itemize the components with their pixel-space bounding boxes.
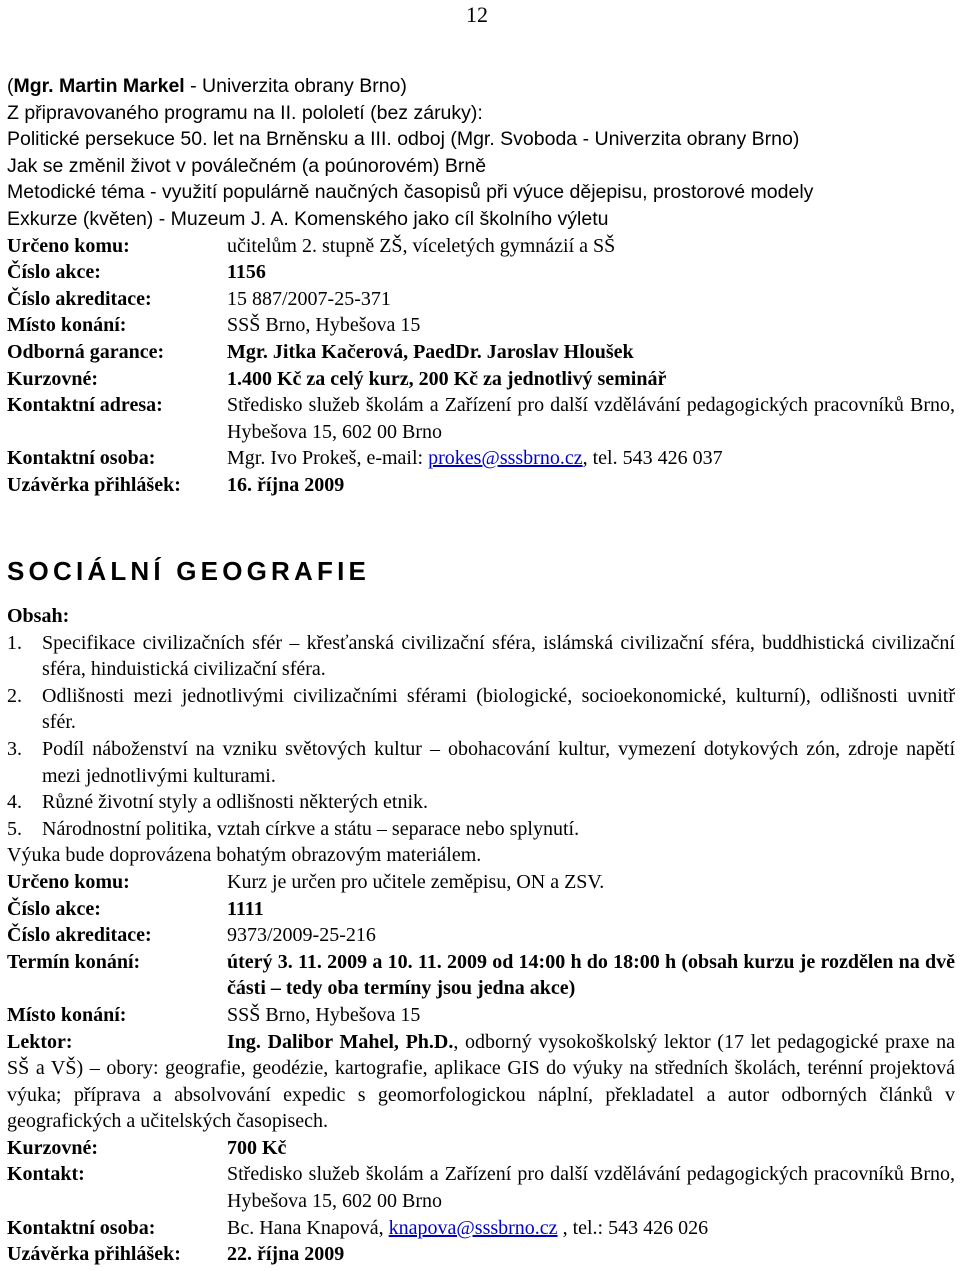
list-item: 4. Různé životní styly a odlišnosti některých etnik. [7,791,429,814]
info-value: Mgr. Ivo Prokeš, e-mail: prokes@sssbrno.cz, tel. 543 426 037 [227,447,723,470]
info-label: Uzávěrka přihlášek: [7,1243,181,1266]
info-label: Místo konání: [7,314,127,337]
program-item: Jak se změnil život v poválečném (a poúnorovém) Brně [7,154,487,177]
info-row-venue [7,1002,955,1029]
info-value: 16. října 2009 [227,473,345,496]
program-item: Metodické téma - využití populárně naučných časopisů při výuce dějepisu, prostorové modely [7,181,814,204]
course-history-block [7,73,955,499]
info-label: Kontaktní adresa: [7,394,163,417]
info-value: SSŠ Brno, Hybešova 15 [227,1003,421,1026]
info-value: 1156 [227,261,266,284]
info-label: Kurzovné: [7,1136,99,1159]
list-item: 1. Specifikace civilizačních sfér – křesťanská civilizační sféra, islámská civilizační sféra, buddhistická civilizační sféra, hinduistická civilizační sféra. [7,631,955,681]
info-row-contact-address [7,392,955,445]
info-value: SSŠ Brno, Hybešova 15 [227,314,421,337]
info-value: úterý 3. 11. 2009 a 10. 11. 2009 od 14:00 h do 18:00 h (obsah kurzu je rozdělen na dvě části – tedy oba termíny jsou jedna akce) [227,950,955,1000]
info-label: Termín konání: [7,950,141,973]
program-intro: Z připravovaného programu na II. pololetí (bez záruky): [7,101,483,124]
info-row-fee [7,366,955,393]
info-row-guarantee [7,339,955,366]
info-row-accreditation [7,286,955,313]
section-title: SOCIÁLNÍ GEOGRAFIE [7,556,371,586]
lecturer-line: (Mgr. Martin Markel - Univerzita obrany Brno) [7,75,407,97]
info-row-fee [7,1135,955,1162]
program-item: Exkurze (květen) - Muzeum J. A. Komenského jako cíl školního výletu [7,207,609,230]
info-value: 1111 [227,897,264,920]
info-value: Středisko služeb školám a Zařízení pro další vzdělávání pedagogických pracovníků Brno, Hybešova 15, 602 00 Brno [227,1163,955,1213]
info-row-contact-person [7,445,955,472]
info-row-venue [7,312,955,339]
info-value: Kurz je určen pro učitele zeměpisu, ON a ZSV. [227,870,605,893]
lecturer-name: Ing. Dalibor Mahel, Ph.D. [227,1030,454,1053]
info-label: Určeno komu: [7,234,130,257]
info-label: Kurzovné: [7,367,99,390]
info-label: Číslo akce: [7,261,101,284]
list-item: 5. Národnostní politika, vztah církve a státu – separace nebo splynutí. [7,817,580,840]
page-number: 12 [466,2,488,27]
info-label: Odborná garance: [7,340,165,363]
info-label: Číslo akreditace: [7,287,152,310]
info-label: Místo konání: [7,1003,127,1026]
info-value: Bc. Hana Knapová, knapova@sssbrno.cz , tel.: 543 426 026 [227,1216,709,1239]
info-row-action-number [7,896,955,923]
info-row-lecturer [7,1029,955,1135]
info-label: Kontaktní osoba: [7,1216,156,1239]
info-value: Středisko služeb školám a Zařízení pro další vzdělávání pedagogických pracovníků Brno, Hybešova 15, 602 00 Brno [227,394,955,443]
info-value: 15 887/2007-25-371 [227,287,391,310]
email-link[interactable]: knapova@sssbrno.cz [388,1216,558,1239]
info-row-accreditation [7,922,955,949]
info-label: Kontaktní osoba: [7,447,156,470]
lecturer-bio: , odborný vysokoškolský lektor (17 let pedagogické praxe na SŠ a VŠ) – obory: geografie, geodézie, kartografie, aplikace GIS do výuky na středních školách, terénní projektová výuka; příprava a absolvování expedic s geomorfologickou náplní, překladatel a autor odborných článků v geografických a učitelských časopisech. [7,1030,955,1133]
list-item: 3. Podíl náboženství na vzniku světových kultur – obohacování kultur, vymezení dotykových zón, zdroje napětí mezi jednotlivými kulturami. [7,737,955,787]
info-value: 22. října 2009 [227,1243,345,1266]
info-label: Lektor: [7,1030,73,1053]
list-item: 2. Odlišnosti mezi jednotlivými civilizačními sférami (biologické, socioekonomické, kulturní), odlišnosti uvnitř sfér. [7,684,955,734]
info-value: 700 Kč [227,1136,287,1159]
info-row-target [7,233,955,260]
email-link[interactable]: prokes@sssbrno.cz [428,447,583,470]
info-row-date [7,949,955,1002]
course-note: Výuka bude doprovázena bohatým obrazovým materiálem. [7,844,482,867]
course-geography-block [7,603,955,1268]
info-row-contact-person [7,1215,955,1242]
info-row-deadline [7,472,955,499]
info-value: 9373/2009-25-216 [227,924,376,947]
info-label: Číslo akreditace: [7,924,152,947]
info-label: Kontakt: [7,1163,85,1186]
info-value: učitelům 2. stupně ZŠ, víceletých gymnázií a SŠ [227,234,616,257]
info-row-deadline [7,1241,955,1268]
lecturer-name: Mgr. Martin Markel [13,75,185,97]
info-label: Určeno komu: [7,870,130,893]
info-row-contact [7,1161,955,1214]
info-row-target [7,869,955,896]
info-label: Číslo akce: [7,897,101,920]
info-row-action-number [7,259,955,286]
info-value: Mgr. Jitka Kačerová, PaedDr. Jaroslav Hloušek [227,340,634,363]
info-value: 1.400 Kč za celý kurz, 200 Kč za jednotlivý seminář [227,367,667,390]
info-label: Uzávěrka přihlášek: [7,473,181,496]
program-item: Politické persekuce 50. let na Brněnsku a III. odboj (Mgr. Svoboda - Univerzita obrany Brno) [7,128,800,151]
contents-label: Obsah: [7,605,70,627]
